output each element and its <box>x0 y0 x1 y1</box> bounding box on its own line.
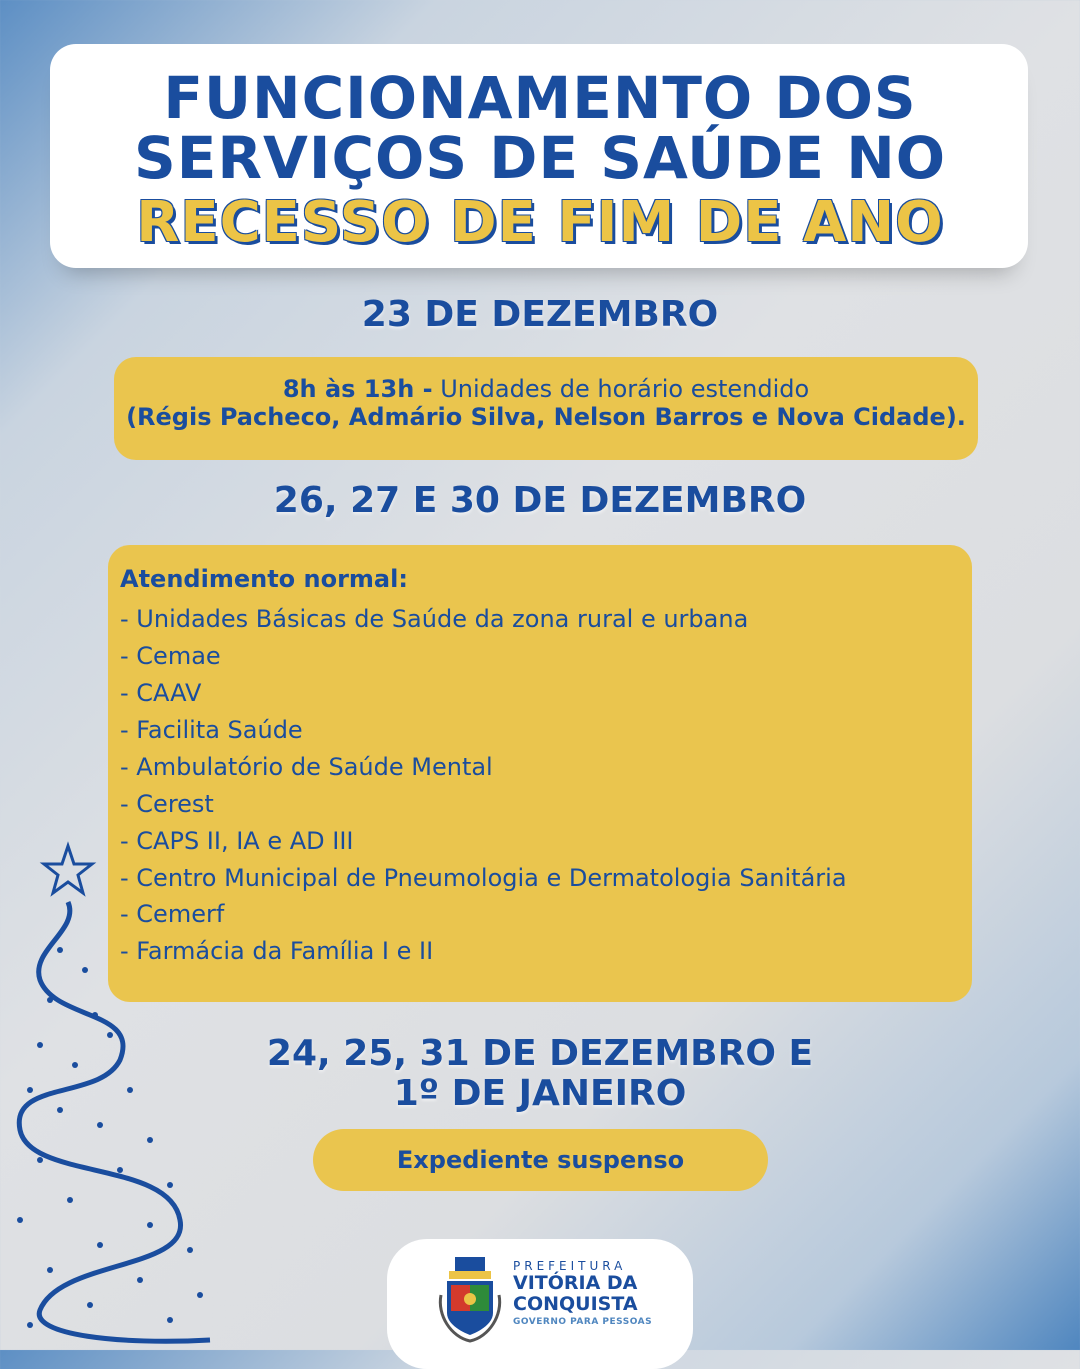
list-item: - CAPS II, IA e AD III <box>120 827 354 855</box>
list-item: - Centro Municipal de Pneumologia e Dermatologia Sanitária <box>120 864 847 892</box>
logo-name-line-2: CONQUISTA <box>513 1293 638 1315</box>
list-item: - Cerest <box>120 790 214 818</box>
logo-text <box>513 1259 652 1327</box>
list-item: - Ambulatório de Saúde Mental <box>120 753 493 781</box>
logo-name-line-1: VITÓRIA DA <box>513 1272 638 1294</box>
title-line-2: SERVIÇOS DE SAÚDE NO <box>133 124 947 192</box>
list-item: - Farmácia da Família I e II <box>120 937 434 965</box>
section-heading-dec-26-27-30: 26, 27 E 30 DE DEZEMBRO <box>273 480 807 521</box>
title-line-3: RECESSO DE FIM DE ANO <box>136 190 944 255</box>
time-range: 8h às 13h - <box>282 375 433 403</box>
heading-line-2: 1º DE JANEIRO <box>393 1073 687 1114</box>
christmas-tree-icon <box>0 840 240 1350</box>
list-item: - Unidades Básicas de Saúde da zona rural e urbana <box>120 605 749 633</box>
info-box-dec-23 <box>114 357 978 460</box>
status-badge: Expediente suspenso <box>313 1129 768 1191</box>
extended-hours-text: Unidades de horário estendido <box>432 375 810 403</box>
title-line-1: FUNCIONAMENTO DOS <box>163 64 917 132</box>
list-item: - Cemerf <box>120 900 225 928</box>
list-item: - Cemae <box>120 642 221 670</box>
logo-slogan: GOVERNO PARA PESSOAS <box>513 1317 653 1327</box>
list-title: Atendimento normal: <box>120 565 408 593</box>
units-list-text: (Régis Pacheco, Admário Silva, Nelson Barros e Nova Cidade). <box>126 403 966 431</box>
heading-line-1: 24, 25, 31 DE DEZEMBRO E <box>266 1033 814 1074</box>
list-item: - CAAV <box>120 679 202 707</box>
info-box-line-1 <box>114 375 978 403</box>
logo-prefix: PREFEITURA <box>513 1259 627 1273</box>
list-item: - Facilita Saúde <box>120 716 303 744</box>
services-list <box>120 601 960 970</box>
city-crest-icon <box>437 1255 503 1345</box>
section-heading-dec-23: 23 DE DEZEMBRO <box>361 294 719 335</box>
